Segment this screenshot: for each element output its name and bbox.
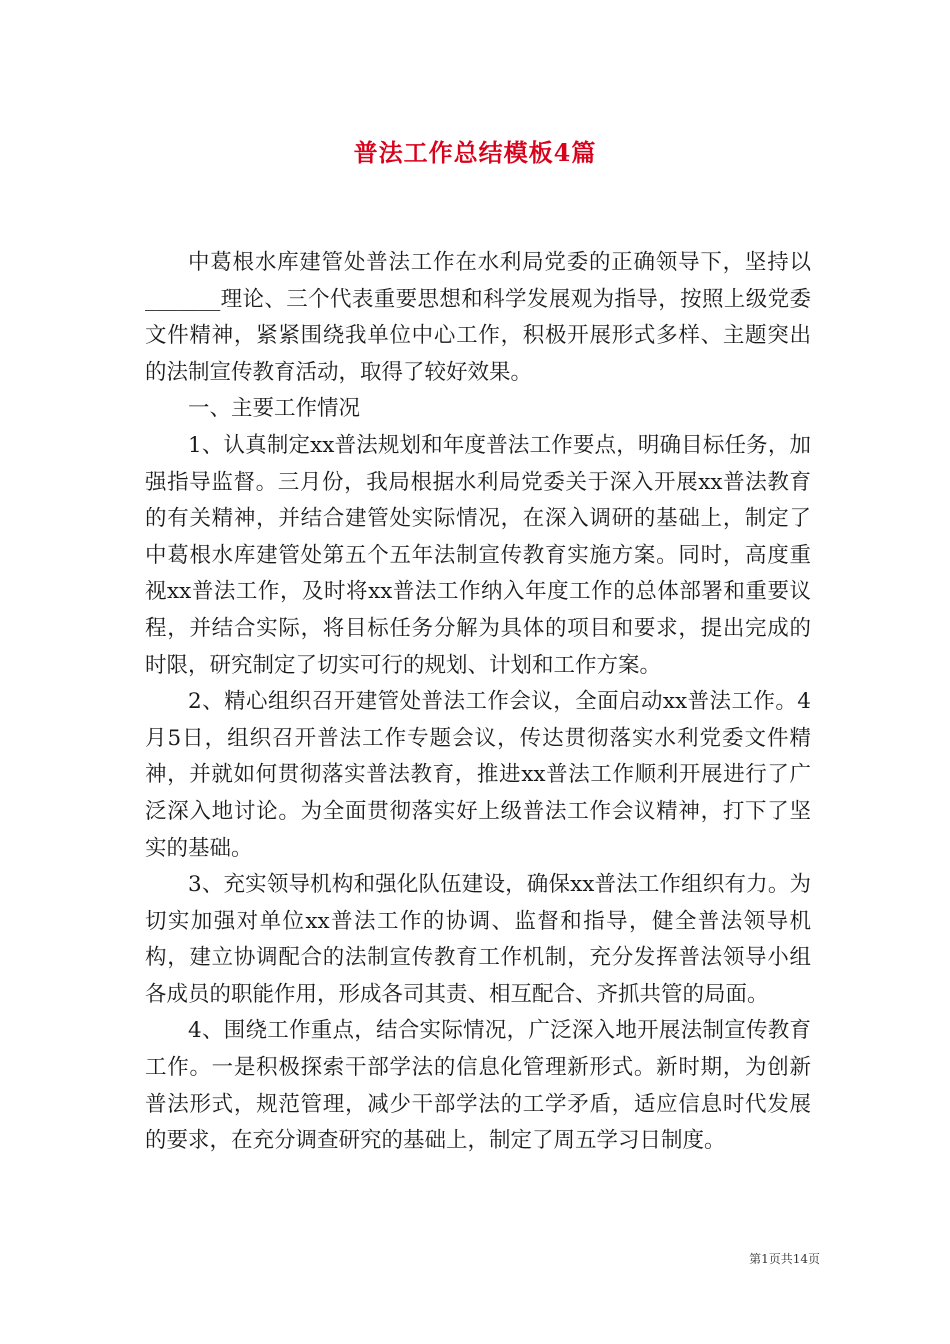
document-body bbox=[145, 245, 811, 1160]
page-title: 普法工作总结模板4篇 bbox=[353, 138, 597, 167]
section-heading: 一、主要工作情况 bbox=[188, 396, 361, 422]
paragraph-item-3: 3、充实领导机构和强化队伍建设，确保xx普法工作组织有力。为切实加强对单位xx普法工作的协调、监督和指导，健全普法领导机构，建立协调配合的法制宣传教育工作机制，充分发挥普法领导小组各成员的职能作用，形成各司其责、相互配合、齐抓共管的局面。 bbox=[145, 872, 811, 1007]
paragraph-item-2: 2、精心组织召开建管处普法工作会议，全面启动xx普法工作。4月5日，组织召开普法工作专题会议，传达贯彻落实水利党委文件精神，并就如何贯彻落实普法教育，推进xx普法工作顺利开展进行了广泛深入地讨论。为全面贯彻落实好上级普法工作会议精神，打下了坚实的基础。 bbox=[145, 689, 811, 861]
paragraph-item-1: 1、认真制定xx普法规划和年度普法工作要点，明确目标任务，加强指导监督。三月份，我局根据水利局党委关于深入开展xx普法教育的有关精神，并结合建管处实际情况，在深入调研的基础上，制定了中葛根水库建管处第五个五年法制宣传教育实施方案。同时，高度重视xx普法工作，及时将xx普法工作纳入年度工作的总体部署和重要议程，并结合实际，将目标任务分解为具体的项目和要求，提出完成的时限，研究制定了切实可行的规划、计划和工作方案。 bbox=[145, 432, 811, 678]
paragraph-item-4: 4、围绕工作重点，结合实际情况，广泛深入地开展法制宣传教育工作。一是积极探索干部学法的信息化管理新形式。新时期，为创新普法形式，规范管理，减少干部学法的工学矛盾，适应信息时代发展的要求，在充分调查研究的基础上，制定了周五学习日制度。 bbox=[145, 1018, 811, 1154]
page-number-footer: 第1页共14页 bbox=[749, 1252, 820, 1266]
paragraph-intro: 中葛根水库建管处普法工作在水利局党委的正确领导下，坚持以_______理论、三个代表重要思想和科学发展观为指导，按照上级党委文件精神，紧紧围绕我单位中心工作，积极开展形式多样、主题突出的法制宣传教育活动，取得了较好效果。 bbox=[145, 250, 811, 385]
